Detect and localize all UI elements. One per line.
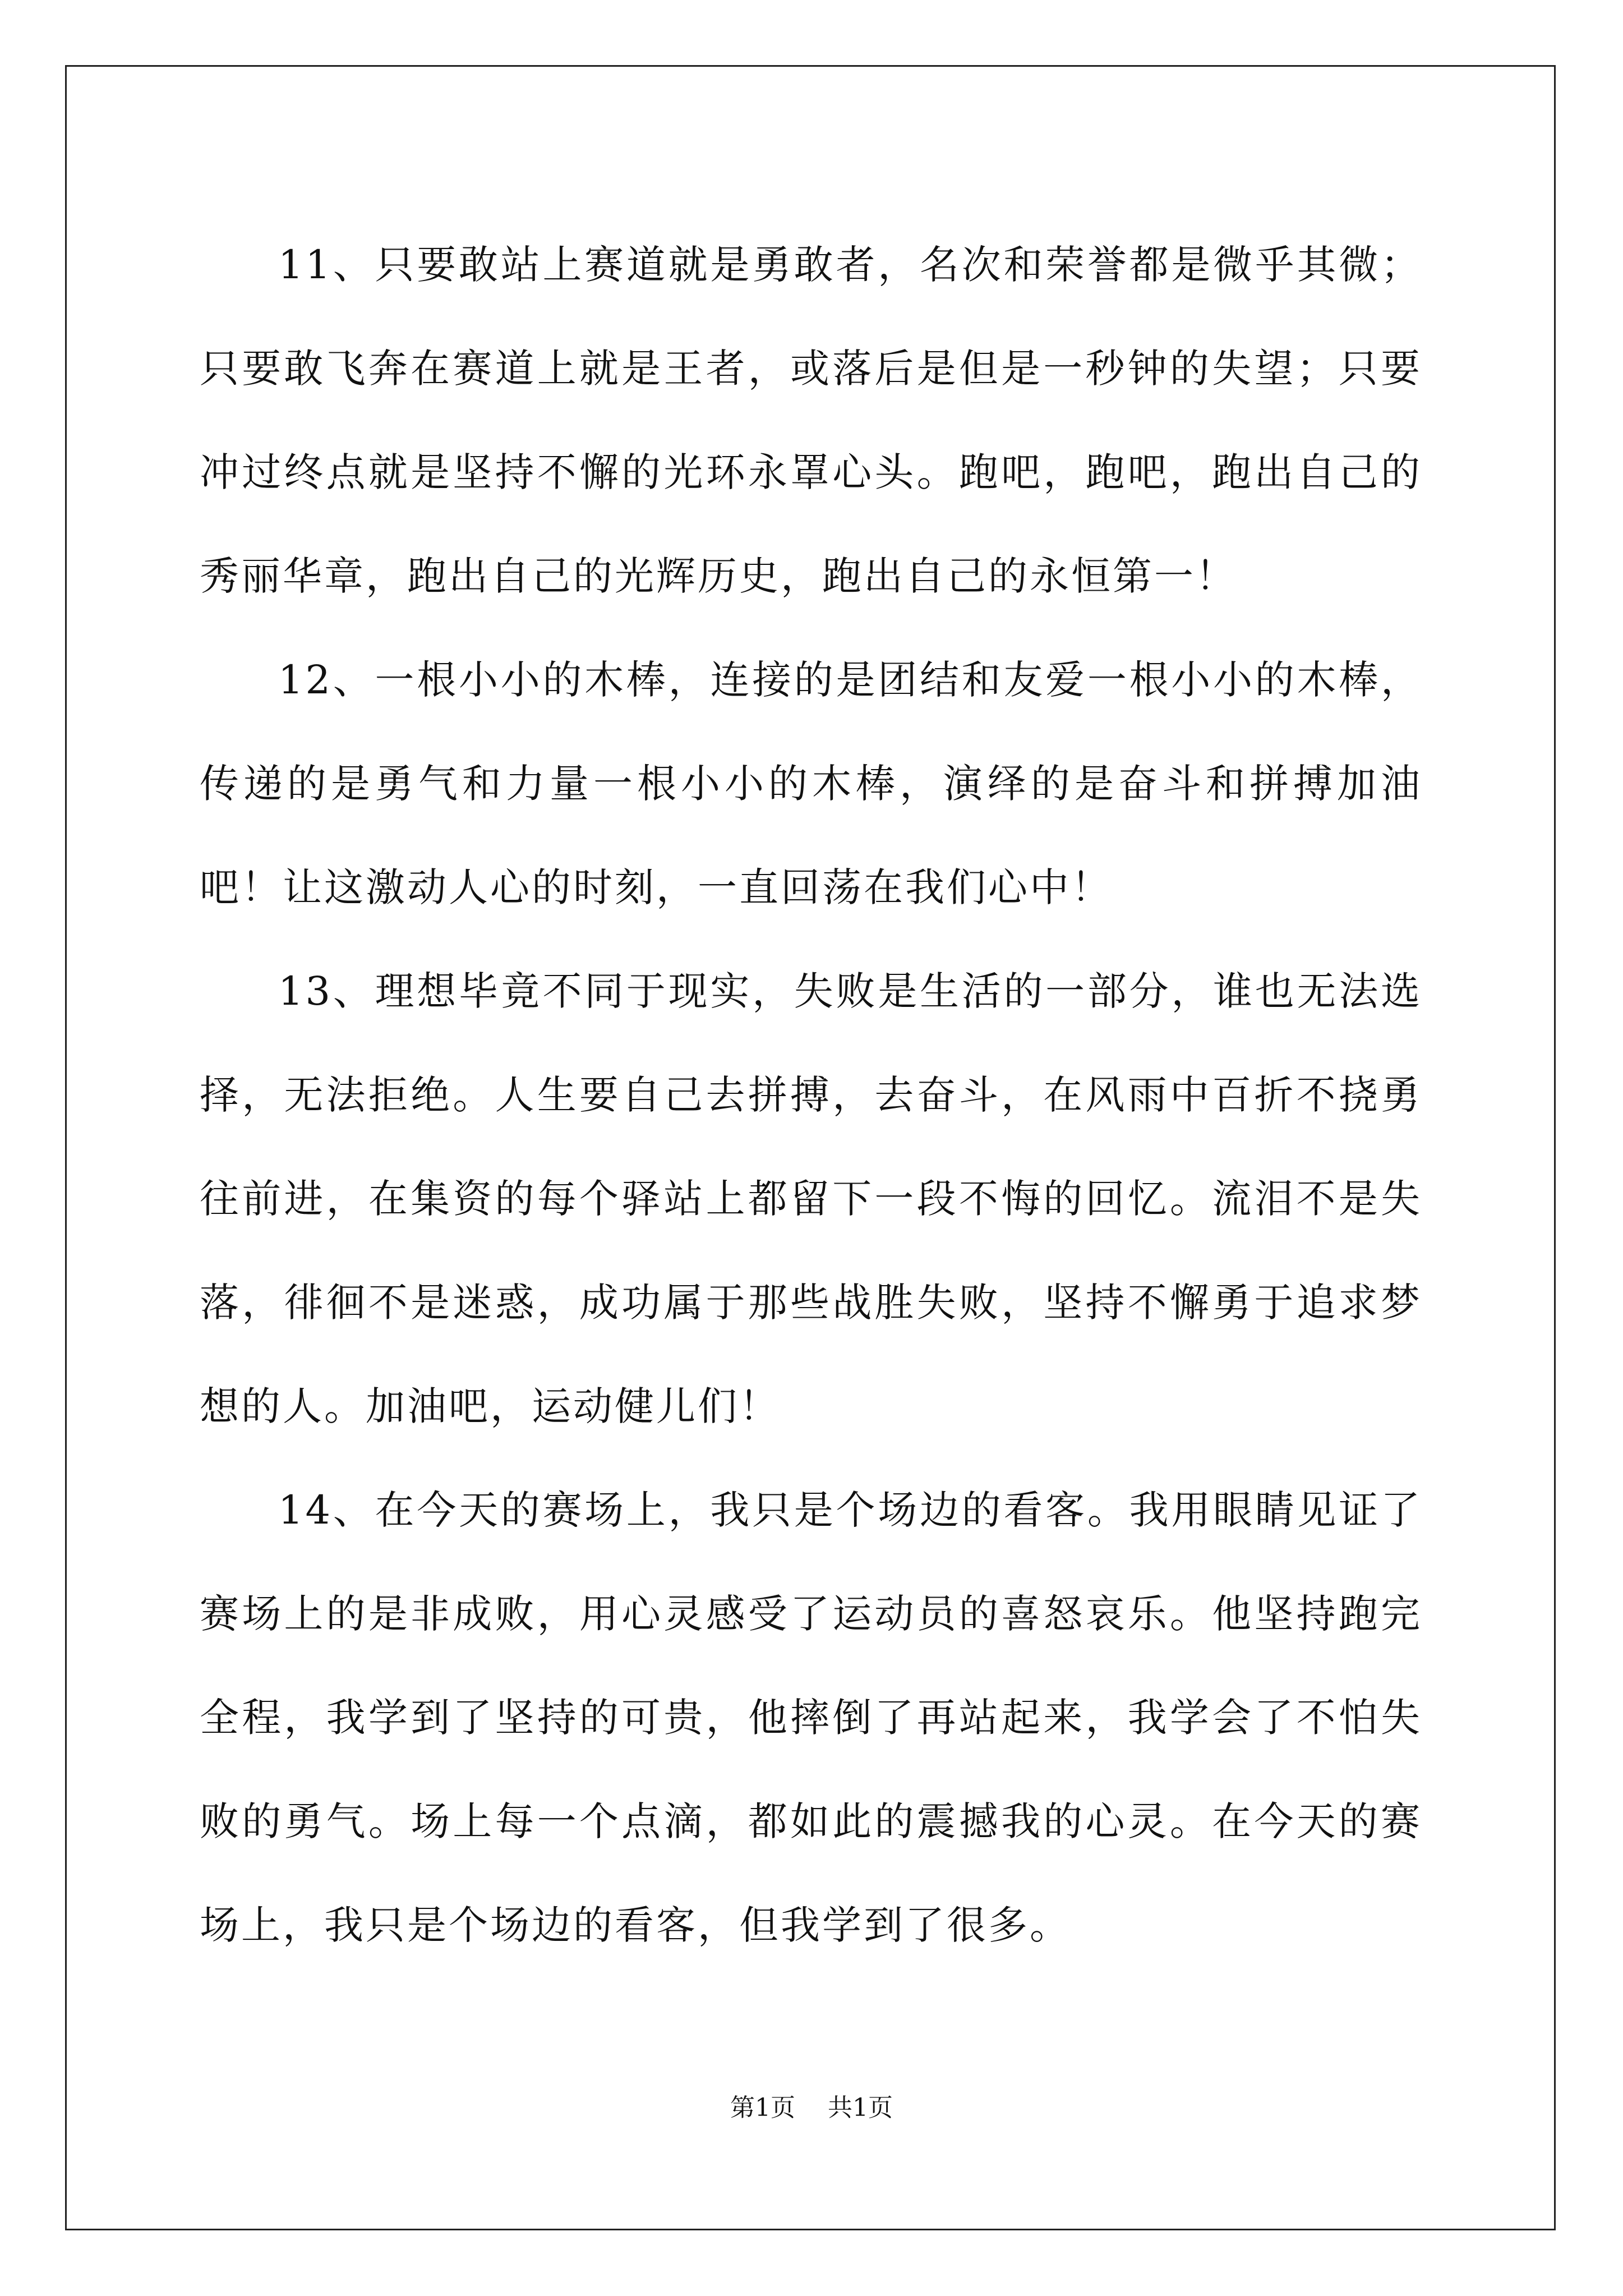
page-footer bbox=[0, 2091, 1623, 2125]
paragraph-12: 12、一根小小的木棒，连接的是团结和友爱一根小小的木棒，传递的是勇气和力量一根小小的木棒，演绎的是奋斗和拼搏加油吧！让这激动人心的时刻，一直回荡在我们心中！ bbox=[200, 657, 1422, 910]
paragraph-11: 11、只要敢站上赛道就是勇敢者，名次和荣誉都是微乎其微；只要敢飞奔在赛道上就是王者，或落后是但是一秒钟的失望；只要冲过终点就是坚持不懈的光环永罩心头。跑吧，跑吧，跑出自己的秀丽华章，跑出自己的光辉历史，跑出自己的永恒第一！ bbox=[200, 242, 1422, 599]
page-number-current: 第1页 bbox=[730, 2093, 795, 2122]
page-number-total: 共1页 bbox=[828, 2093, 893, 2122]
paragraph-14: 14、在今天的赛场上，我只是个场边的看客。我用眼睛见证了赛场上的是非成败，用心灵感受了运动员的喜怒哀乐。他坚持跑完全程，我学到了坚持的可贵，他摔倒了再站起来，我学会了不怕失败的勇气。场上每一个点滴，都如此的震撼我的心灵。在今天的赛场上，我只是个场边的看客，但我学到了很多。 bbox=[200, 1487, 1422, 1948]
paragraph-13: 13、理想毕竟不同于现实，失败是生活的一部分，谁也无法选择，无法拒绝。人生要自己去拼搏，去奋斗，在风雨中百折不挠勇往前进，在集资的每个驿站上都留下一段不悔的回忆。流泪不是失落，徘徊不是迷惑，成功属于那些战胜失败，坚持不懈勇于追求梦想的人。加油吧，运动健儿们！ bbox=[200, 968, 1422, 1429]
document-body bbox=[200, 213, 1422, 1977]
